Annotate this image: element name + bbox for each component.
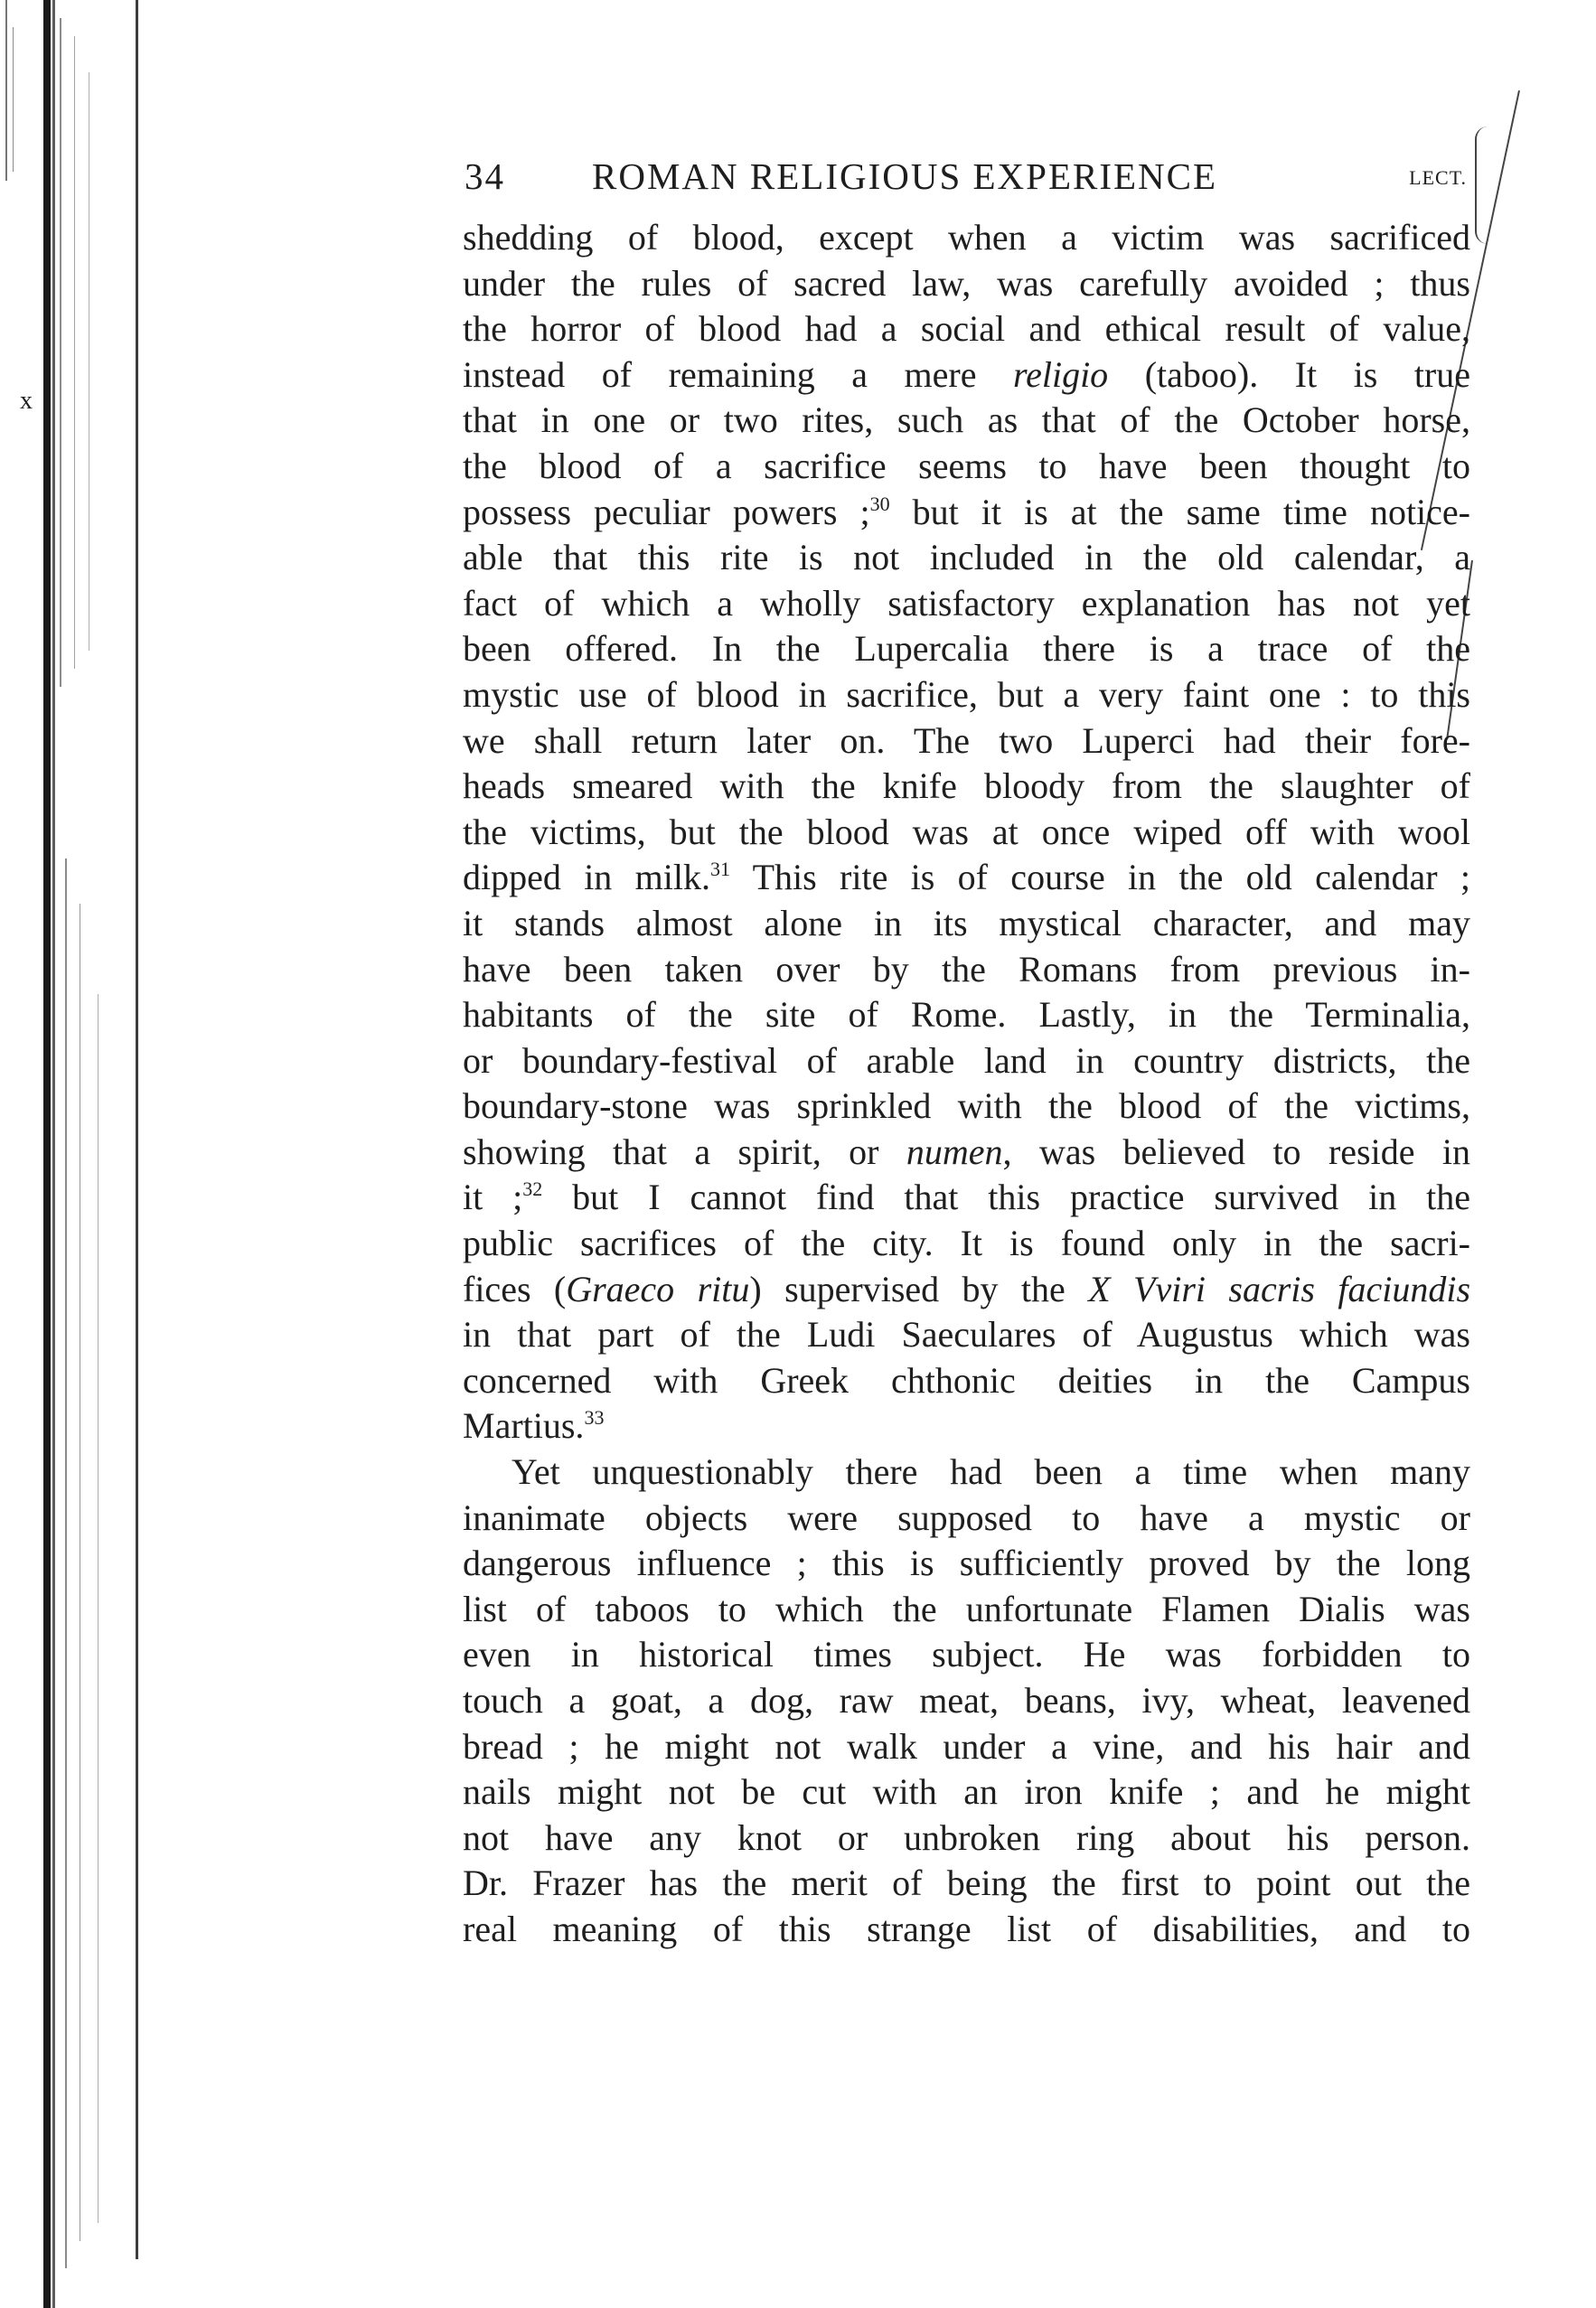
text-run: it stands almost alone in its mystical character, and may: [463, 902, 1470, 943]
text-line: [463, 1038, 1470, 1084]
text-line: [463, 444, 1470, 490]
text-run: religio: [1013, 353, 1109, 395]
text-line: [463, 1587, 1470, 1633]
text-run: X Vviri sacris faciundis: [1088, 1268, 1471, 1309]
text-line: [463, 581, 1470, 627]
text-run: the horror of blood had a social and ethical result of value,: [463, 308, 1470, 350]
text-run: mystic use of blood in sacrifice, but a very faint one : to this: [463, 673, 1470, 715]
text-run: Martius.: [463, 1405, 585, 1447]
text-line: [463, 1450, 1470, 1496]
text-line: [463, 398, 1470, 444]
text-line: [463, 672, 1470, 718]
text-line: [463, 306, 1470, 352]
text-line: [463, 1861, 1470, 1907]
text-run: showing that a spirit, or: [463, 1131, 906, 1172]
text-line: [463, 1632, 1470, 1678]
footnote-ref: 30: [869, 492, 890, 515]
text-run: instead of remaining a mere: [463, 353, 1013, 395]
section-label: LECT.: [1409, 166, 1467, 189]
text-line: [463, 535, 1470, 581]
text-line: [463, 1358, 1470, 1404]
page-number: 34: [465, 155, 505, 197]
text-run: dangerous influence ; this is sufficiently proved by the long: [463, 1543, 1470, 1584]
text-run: bread ; he might not walk under a vine, and his hair and: [463, 1725, 1470, 1767]
text-run: heads smeared with the knife bloody from the slaughter of: [463, 765, 1470, 807]
text-run: (taboo). It is true: [1108, 353, 1471, 395]
text-run: public sacrifices of the city. It is found only in the sacri-: [463, 1223, 1470, 1264]
footnote-ref: 32: [522, 1177, 543, 1201]
binding-gutter: [0, 0, 154, 2308]
text-line: [463, 1175, 1470, 1221]
text-run: even in historical times subject. He was forbidden to: [463, 1634, 1470, 1675]
text-run: have been taken over by the Romans from previous in-: [463, 948, 1470, 990]
text-line: [463, 1541, 1470, 1587]
text-line: [463, 855, 1470, 901]
text-line: [463, 1267, 1470, 1313]
text-run: touch a goat, a dog, raw meat, beans, ivy, wheat, leavened: [463, 1680, 1470, 1721]
text-line: [463, 1403, 1470, 1450]
text-run: we shall return later on. The two Luperci had their fore-: [463, 719, 1470, 761]
text-run: shedding of blood, except when a victim was sacrificed: [463, 217, 1470, 258]
text-run: but it is at the same time notice-: [889, 491, 1471, 532]
text-line: [463, 947, 1470, 993]
text-run: but I cannot find that this practice survived in the: [542, 1177, 1471, 1218]
text-run: concerned with Greek chthonic deities in the Campus: [463, 1359, 1470, 1401]
margin-mark: x: [20, 387, 33, 415]
text-line: [463, 490, 1470, 536]
text-run: , was believed to reside in: [1002, 1131, 1470, 1172]
text-run: or boundary-festival of arable land in country districts, the: [463, 1039, 1470, 1081]
text-run: ) supervised by the: [749, 1268, 1089, 1309]
text-run: real meaning of this strange list of disabilities, and to: [463, 1908, 1470, 1949]
text-run: fact of which a wholly satisfactory explanation has not yet: [463, 582, 1470, 624]
footnote-ref: 31: [709, 858, 730, 881]
text-run: the blood of a sacrifice seems to have been thought to: [463, 445, 1470, 486]
text-run: boundary-stone was sprinkled with the blood of the victims,: [463, 1085, 1470, 1127]
text-line: [463, 1678, 1470, 1724]
text-line: [463, 1724, 1470, 1770]
text-run: Graeco ritu: [566, 1268, 750, 1309]
text-run: This rite is of course in the old calendar ;: [729, 857, 1470, 898]
text-line: [463, 261, 1470, 307]
pencil-bracket-upper: [1475, 127, 1488, 244]
running-head: [463, 145, 1470, 208]
text-run: that in one or two rites, such as that of the October horse,: [463, 399, 1470, 441]
text-line: [463, 1907, 1470, 1953]
text-run: nails might not be cut with an iron knife ; and he might: [463, 1771, 1470, 1813]
text-line: [463, 1496, 1470, 1542]
text-run: Dr. Frazer has the merit of being the first to point out the: [463, 1862, 1470, 1904]
text-run: able that this rite is not included in the old calendar, a: [463, 537, 1470, 578]
text-line: [463, 764, 1470, 810]
text-line: [463, 626, 1470, 672]
text-line: [463, 1312, 1470, 1358]
text-run: not have any knot or unbroken ring about his person.: [463, 1816, 1470, 1858]
text-run: under the rules of sacred law, was carefully avoided ; thus: [463, 262, 1470, 304]
text-run: it ;: [463, 1177, 523, 1218]
text-line: [463, 901, 1470, 947]
footnote-ref: 33: [584, 1406, 605, 1430]
text-run: been offered. In the Lupercalia there is a trace of the: [463, 628, 1470, 670]
text-run: habitants of the site of Rome. Lastly, in the Terminalia,: [463, 994, 1470, 1036]
text-run: the victims, but the blood was at once wiped off with wool: [463, 811, 1470, 852]
text-run: Yet unquestionably there had been a time when many: [512, 1451, 1470, 1493]
text-run: inanimate objects were supposed to have a mystic or: [463, 1496, 1470, 1538]
book-page: [463, 145, 1470, 1953]
text-line: [463, 718, 1470, 765]
text-run: fices (: [463, 1268, 567, 1309]
text-line: [463, 992, 1470, 1038]
body-text: [463, 215, 1470, 1953]
text-run: in that part of the Ludi Saeculares of Augustus which was: [463, 1314, 1470, 1356]
text-line: [463, 810, 1470, 856]
text-line: [463, 1130, 1470, 1176]
running-title: ROMAN RELIGIOUS EXPERIENCE: [592, 155, 1218, 197]
text-line: [463, 1769, 1470, 1815]
text-run: dipped in milk.: [463, 857, 710, 898]
text-line: [463, 1815, 1470, 1862]
text-run: list of taboos to which the unfortunate Flamen Dialis was: [463, 1588, 1470, 1629]
text-line: [463, 1221, 1470, 1267]
text-run: possess peculiar powers ;: [463, 491, 870, 532]
text-line: [463, 1084, 1470, 1130]
text-line: [463, 215, 1470, 261]
text-run: numen: [906, 1131, 1003, 1172]
text-line: [463, 352, 1470, 399]
